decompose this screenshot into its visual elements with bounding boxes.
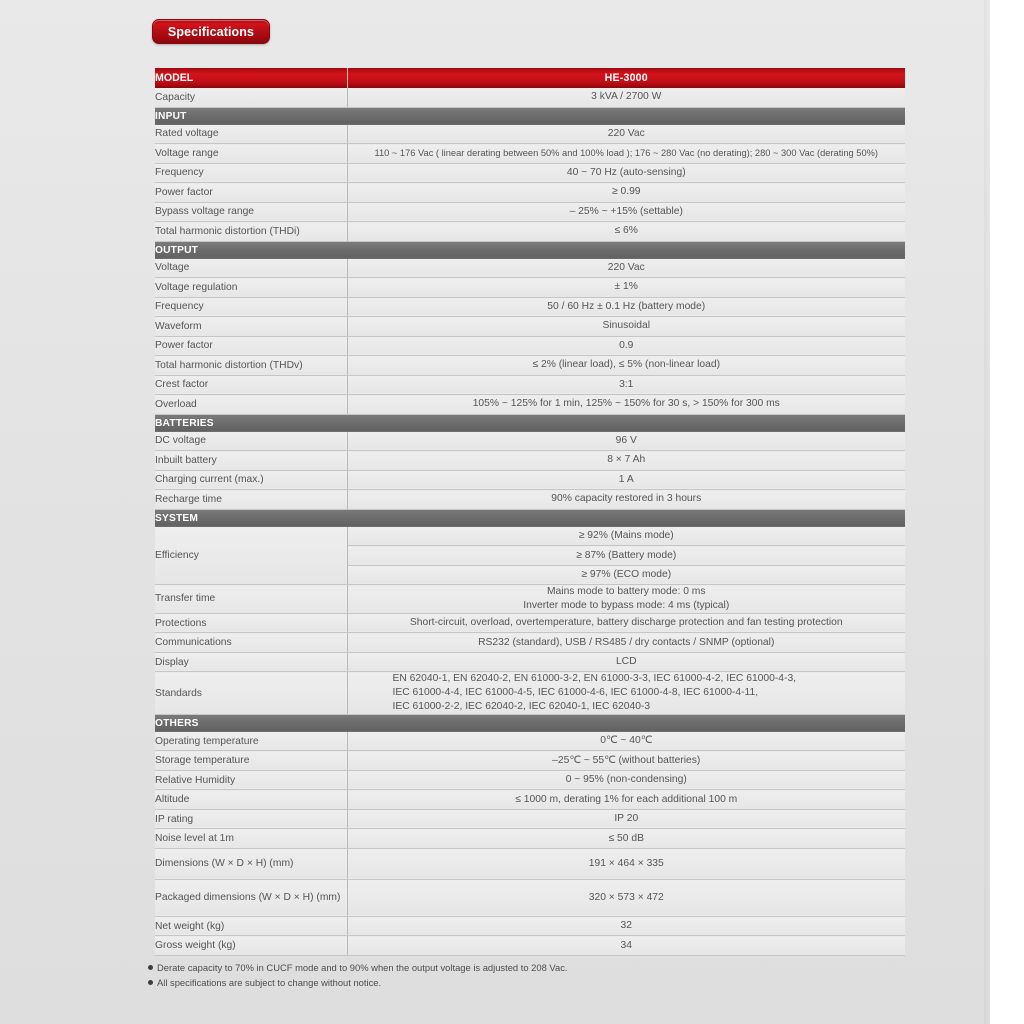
row-value: 105% ~ 125% for 1 min, 125% ~ 150% for 30 s, > 150% for 300 ms (347, 395, 905, 415)
table-row (155, 183, 905, 203)
footnote-text: Derate capacity to 70% in CUCF mode and to 90% when the output voltage is adjusted to 208 Vac. (157, 962, 568, 973)
table-row (155, 125, 905, 144)
row-label: Voltage (155, 259, 347, 278)
row-value: ≤ 2% (linear load), ≤ 5% (non-linear load) (347, 356, 905, 376)
row-label: Rated voltage (155, 125, 347, 144)
model-header-value: HE-3000 (347, 68, 905, 88)
table-row (155, 936, 905, 956)
specifications-table (155, 68, 905, 956)
row-value: 220 Vac (347, 125, 905, 144)
row-label: Voltage range (155, 144, 347, 164)
row-label: Charging current (max.) (155, 470, 347, 490)
row-value: ≥ 92% (Mains mode) (347, 527, 905, 546)
row-label: Inbuilt battery (155, 451, 347, 471)
table-row (155, 356, 905, 376)
table-row (155, 144, 905, 164)
packaged-label-line1: Packaged dimensions (155, 892, 256, 903)
row-label: Noise level at 1m (155, 829, 347, 849)
row-label: DC voltage (155, 432, 347, 451)
section-header-system (155, 509, 905, 527)
table-row (155, 163, 905, 183)
footnotes (148, 961, 568, 990)
row-label (155, 879, 347, 916)
row-label: Standards (155, 672, 347, 715)
row-value: ≥ 0.99 (347, 183, 905, 203)
row-value: 0℃ ~ 40℃ (347, 732, 905, 751)
row-value: 3:1 (347, 375, 905, 395)
footnote-text: All specifications are subject to change without notice. (157, 976, 382, 988)
row-value: IP 20 (347, 809, 905, 829)
table-row (155, 88, 905, 107)
row-label: Communications (155, 633, 347, 653)
table-row-transfer-time (155, 585, 905, 614)
section-header-input (155, 107, 905, 125)
row-label: Capacity (155, 88, 347, 107)
standards-line3: IEC 61000-2-2, IEC 62040-2, IEC 62040-1, IEC 62040-3 (392, 701, 651, 713)
row-value: 191 × 464 × 335 (347, 848, 905, 879)
table-row (155, 222, 905, 242)
footnote-item (148, 961, 568, 976)
row-label: Waveform (155, 317, 347, 337)
table-row (155, 297, 905, 317)
transfer-time-line1: Mains mode to battery mode: 0 ms (546, 586, 706, 597)
row-label: Dimensions (W × D × H) (mm) (155, 848, 347, 879)
table-row (155, 451, 905, 471)
table-row (155, 336, 905, 356)
row-value: –25℃ ~ 55℃ (without batteries) (347, 751, 905, 771)
table-row (155, 751, 905, 771)
row-value: 40 ~ 70 Hz (auto-sensing) (347, 163, 905, 183)
specifications-badge-label: Specifications (167, 24, 255, 39)
packaged-label-line2: (W × D × H) (mm) (258, 892, 341, 903)
row-label: Frequency (155, 297, 347, 317)
row-value: ≤ 1000 m, derating 1% for each additional 100 m (347, 790, 905, 810)
table-row (155, 652, 905, 672)
table-row (155, 395, 905, 415)
model-header-label: MODEL (155, 68, 347, 88)
row-value: ≤ 50 dB (347, 829, 905, 849)
row-label: IP rating (155, 809, 347, 829)
row-value: – 25% ~ +15% (settable) (347, 202, 905, 222)
row-label: Relative Humidity (155, 770, 347, 790)
row-label: Transfer time (155, 585, 347, 614)
table-row (155, 490, 905, 510)
row-label: Crest factor (155, 375, 347, 395)
table-row (155, 732, 905, 751)
row-label: Total harmonic distortion (THDv) (155, 356, 347, 376)
table-row (155, 633, 905, 653)
section-title-filler (347, 414, 905, 432)
row-value: 8 × 7 Ah (347, 451, 905, 471)
row-value (347, 585, 905, 614)
row-value: 32 (347, 916, 905, 936)
row-label: Frequency (155, 163, 347, 183)
section-header-others (155, 714, 905, 732)
row-value: ± 1% (347, 278, 905, 298)
row-label: Power factor (155, 336, 347, 356)
section-header-output (155, 241, 905, 259)
table-row (155, 809, 905, 829)
table-row (155, 916, 905, 936)
row-value: 3 kVA / 2700 W (347, 88, 905, 107)
row-value: 220 Vac (347, 259, 905, 278)
section-title-filler (347, 714, 905, 732)
row-label: Recharge time (155, 490, 347, 510)
row-label: Net weight (kg) (155, 916, 347, 936)
table-row (155, 317, 905, 337)
row-value: 96 V (347, 432, 905, 451)
table-header-row (155, 68, 905, 88)
table-row (155, 375, 905, 395)
bullet-icon (148, 980, 153, 985)
section-title-filler (347, 241, 905, 259)
row-label: Altitude (155, 790, 347, 810)
standards-line2: IEC 61000-4-4, IEC 61000-4-5, IEC 61000-4-6, IEC 61000-4-8, IEC 61000-4-11, (392, 687, 759, 699)
section-header-batteries (155, 414, 905, 432)
row-value: 1 A (347, 470, 905, 490)
row-label: Efficiency (155, 527, 347, 585)
row-label: Display (155, 652, 347, 672)
row-label: Overload (155, 395, 347, 415)
row-value: RS232 (standard), USB / RS485 / dry contacts / SNMP (optional) (347, 633, 905, 653)
row-value (347, 672, 905, 715)
table-row (155, 613, 905, 633)
row-label: Voltage regulation (155, 278, 347, 298)
section-title: OTHERS (155, 714, 347, 732)
table-row-packaged-dimensions (155, 879, 905, 916)
table-row (155, 259, 905, 278)
row-value: ≥ 97% (ECO mode) (347, 565, 905, 585)
section-title-filler (347, 107, 905, 125)
row-value: 110 ~ 176 Vac ( linear derating between 50% and 100% load ); 176 ~ 280 Vac (no derating); 280 ~ 300 Vac (derating 50%) (347, 144, 905, 164)
row-value: ≥ 87% (Battery mode) (347, 546, 905, 566)
row-label: Power factor (155, 183, 347, 203)
table-row (155, 770, 905, 790)
row-label: Gross weight (kg) (155, 936, 347, 956)
section-title: BATTERIES (155, 414, 347, 432)
table-row (155, 432, 905, 451)
section-title: SYSTEM (155, 509, 347, 527)
transfer-time-line2: Inverter mode to bypass mode: 4 ms (typical) (523, 599, 730, 611)
footnote-item (148, 976, 568, 991)
row-value: 34 (347, 936, 905, 956)
bullet-icon (148, 965, 153, 970)
row-label: Protections (155, 613, 347, 633)
row-value: 50 / 60 Hz ± 0.1 Hz (battery mode) (347, 297, 905, 317)
table-row-dimensions (155, 848, 905, 879)
row-value: 320 × 573 × 472 (347, 879, 905, 916)
specifications-badge (152, 19, 270, 44)
row-value: Short-circuit, overload, overtemperature, battery discharge protection and fan testing protection (347, 613, 905, 633)
table-row (155, 470, 905, 490)
section-title: OUTPUT (155, 241, 347, 259)
row-label: Total harmonic distortion (THDi) (155, 222, 347, 242)
row-label: Storage temperature (155, 751, 347, 771)
table-row-standards (155, 672, 905, 715)
row-value: ≤ 6% (347, 222, 905, 242)
table-row (155, 790, 905, 810)
row-value: LCD (347, 652, 905, 672)
table-row (155, 202, 905, 222)
section-title: INPUT (155, 107, 347, 125)
standards-line1: EN 62040-1, EN 62040-2, EN 61000-3-2, EN 61000-3-3, IEC 61000-4-2, IEC 61000-4-3, (392, 673, 797, 685)
table-row (155, 278, 905, 298)
row-value: 90% capacity restored in 3 hours (347, 490, 905, 510)
row-value: Sinusoidal (347, 317, 905, 337)
table-row (155, 829, 905, 849)
row-value: 0 ~ 95% (non-condensing) (347, 770, 905, 790)
row-label: Operating temperature (155, 732, 347, 751)
section-title-filler (347, 509, 905, 527)
row-value: 0.9 (347, 336, 905, 356)
table-row-efficiency (155, 527, 905, 546)
row-label: Bypass voltage range (155, 202, 347, 222)
